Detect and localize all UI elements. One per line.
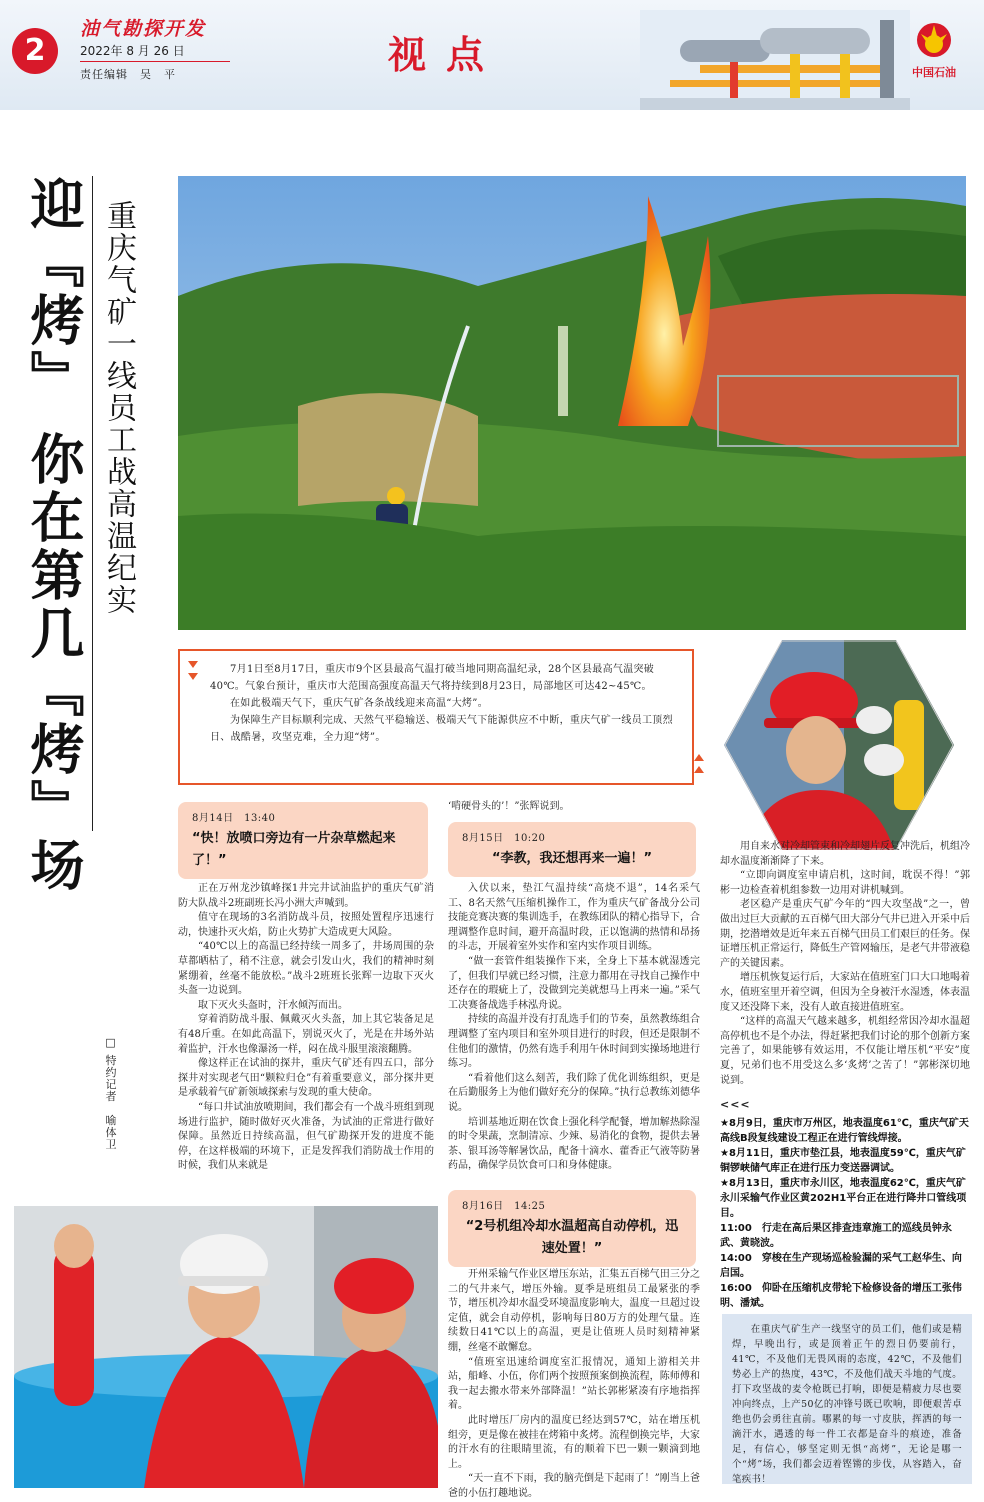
column-1-text	[178, 882, 434, 1174]
section-arrows: <<<	[720, 1098, 751, 1111]
header-divider	[80, 61, 230, 62]
intro-box	[178, 649, 694, 785]
closing-paragraph: 在重庆气矿生产一线坚守的员工们，他们或是精焊，早晚出行，或是顶着正午的烈日仍要前行，41℃，不及他们无畏风雨的态度，42℃，不及他们势必上产的热度，43℃，不及他们战天斗地的气度。打下攻坚战的麦令枪既已打响，即便是精疲力尽也要冲向终点，上产50亿的冲锋号既已吹响，即便艰苦卓绝也仍会勇往直前。哪累的每一寸皮肤，挥洒的每一滴汗水，遇透的每一件工衣都是奋斗的痕迹，准备足，有信心，够坚定则无惧“高烤”，无论是哪一个“烤”场，我们都会迈着铿锵的步伐，从容踏入，奋笔疾书！	[732, 1324, 962, 1485]
workers-celebrating-photo	[14, 1206, 438, 1488]
sub-headline: 重庆气矿一线员工战高温纪实	[101, 200, 136, 616]
page-number-badge: 2	[12, 28, 58, 74]
intro-paragraph: 为保障生产目标顺利完成、天然气平稳输送、极端天气下能源供应不中断，重庆气矿一线员工顶烈日、战酷暑，攻坚克难，全力迎“烤”。	[210, 715, 673, 743]
petrochina-logo-icon	[916, 22, 952, 58]
triangle-up-icon	[694, 754, 704, 761]
tag-headline: “快！放喷口旁边有一片杂草燃起来了！”	[192, 831, 396, 868]
event-item: ★8月11日，重庆市垫江县，地表温度59℃，重庆气矿铜锣峡储气库正在进行压力变送器调试。	[720, 1148, 966, 1174]
body-paragraph: 穿着消防战斗服、佩戴灭火头盔，加上其它装备足足有48斤重。在如此高温下，别说灭火了，光是在井场外站着监护，汗水也像瀑汤一样，闷在战斗服里滚滚翻腾。	[178, 1014, 434, 1055]
event-item: 11:00 行走在高后果区排查违章施工的巡线员钟永武、黄晓波。	[720, 1223, 952, 1249]
petrochina-logo	[906, 22, 962, 82]
column-3-text	[720, 840, 970, 1088]
event-item: 14:00 穿梭在生产现场巡检验漏的采气工赵华生、向启国。	[720, 1253, 962, 1279]
tag-headline: “2号机组冷却水温超高自动停机，迅速处置！”	[465, 1219, 679, 1256]
event-item: ★8月9日，重庆市万州区，地表温度61℃，重庆气矿天高线B段复线建设工程正在进行管线焊接。	[720, 1118, 969, 1144]
column-2-text	[448, 882, 700, 1174]
body-paragraph: “做一套管件组装操作下来，全身上下基本就湿透完了，但我们早就已经习惯，注意力都用在寻找自己操作中还存在的瑕疵上了，没做到完美就想马上再来一遍。”采气工决赛备战选手林泓舟说。	[448, 955, 700, 1011]
triangle-down-icon	[188, 673, 198, 680]
body-paragraph: 此时增压厂房内的温度已经达到57℃，站在增压机组旁，更是像在被挂在烤箱中炙烤。流程倒换完毕，大家的汗水有的往眼睛里流，有的顺着下巴一颗一颗滴到地上。	[448, 1414, 700, 1470]
firefighting-photo	[178, 176, 966, 630]
closing-box	[722, 1314, 972, 1484]
body-paragraph: “看着他们这么刻苦，我们除了优化训练组织，更是在后勤服务上为他们做好充分的保障。”执行总教练刘德华说。	[448, 1072, 700, 1113]
paper-name: 油气勘探开发	[80, 18, 207, 40]
body-paragraph: 正在万州龙沙镇峰探1井完井试油监护的重庆气矿消防大队战斗2班副班长冯小洲大声喊到。	[178, 883, 434, 909]
body-paragraph: 像这样正在试油的探井，重庆气矿还有四五口，部分探井对实现老气田“颗粒归仓”有着重要意义，部分探井更是承载着气矿新领域探索与发现的重大使命。	[178, 1058, 434, 1099]
body-paragraph: 持续的高温并没有打乱选手们的节奏，虽然教练组合理调整了室内项目和室外项目进行的时段，但还是限制不住他们的激情，仍然有选手利用午休时间到实操场地进行练习。	[448, 1014, 700, 1070]
reporter-credit: □ 特约记者 喻体卫	[104, 1036, 117, 1151]
body-paragraph: “这样的高温天气越来越多，机组经常因冷却水温超高停机也不是个办法，得赶紧把我们讨论的那个创新方案完善了，如果能够有效运用，不仅能让增压机“平安”度夏，兄弟们也不用受这么多‘炙烤’之苦了！”郭彬深切地说到。	[720, 1016, 970, 1086]
body-paragraph: 培训基地近期在饮食上强化科学配餐，增加解热除湿的时令果蔬，烹制清凉、少辣、易消化的食物，提供去暑茶、银耳汤等解暑饮品，配备十滴水、藿香正气液等防暑药品，确保学员饮食可口和身体健康。	[448, 1116, 700, 1172]
time-tag-aug14	[178, 802, 428, 879]
body-paragraph: “天一直不下雨，我的脑壳倒是下起雨了！”刚当上爸爸的小伍打趣地说。	[448, 1473, 700, 1499]
main-headline: 迎『烤』 你在第几『烤』场	[22, 176, 86, 895]
triangle-up-icon	[694, 766, 704, 773]
body-paragraph: 老区稳产是重庆气矿今年的“四大攻坚战”之一，曾做出过巨大贡献的五百梯气田大部分气井已进入开采中后期，挖潜增效是近年来五百梯气田员工们艰巨的任务。保证增压机正常运行，降低生产管网输压，是老气井带液稳产的关键因素。	[720, 899, 970, 969]
section-title: 视点	[388, 32, 505, 77]
body-paragraph: ‘啃硬骨头的’！”张辉说到。	[448, 801, 570, 812]
time-tag-aug16	[448, 1190, 696, 1267]
body-paragraph: 用自来水对冷却管束和冷却翅片反复冲洗后，机组冷却水温度渐渐降了下来。	[720, 841, 970, 867]
body-paragraph: 取下灭火头盔时，汗水倾泻而出。	[198, 999, 348, 1011]
event-item: ★8月13日，重庆市永川区，地表温度62℃，重庆气矿永川采输气作业区黄202H1平台正在进行降井口管线项目。	[720, 1178, 967, 1219]
tag-time: 8月14日 13:40	[192, 813, 276, 824]
column-2-lead	[448, 800, 698, 815]
pipeline-illustration	[640, 10, 910, 110]
tag-headline: “李教，我还想再来一遍！”	[491, 851, 653, 866]
body-paragraph: 入伏以来，垫江气温持续“高烧不退”，14名采气工、8名天然气压缩机操作工，作为重庆气矿备战分公司技能竞赛决赛的集训选手，在教练团队的精心指导下，合理调整作息时间，避开高温时段，正以饱满的热情和昂扬的斗志，开展着室外实作和室内实作项目训练。	[448, 883, 700, 953]
body-paragraph: “40℃以上的高温已经持续一周多了，井场周围的杂草都晒枯了，稍不注意，就会引发山火，我们的精神时刻紧绷着，丝毫不能放松。”战斗2班班长张辉一边取下灭火头盔一边说到。	[178, 941, 434, 997]
body-paragraph: 增压机恢复运行后，大家站在值班室门口大口地喝着水，值班室里开着空调，但因为全身被汗水湿透，体表温度又还没降下来，没有人敢直接进值班室。	[720, 972, 970, 1013]
body-paragraph: “值班室迅速给调度室汇报情况，通知上游相关井站，船峰、小伍，你们两个按照预案倒换流程，陈师傅和我一起去搬水带来外部降温！”站长郭彬紧凑有序地指挥着。	[448, 1356, 700, 1412]
publication-date: 2022年 8 月 26 日	[80, 44, 185, 58]
body-paragraph: “每口井试油放喷期间，我们都会有一个战斗班组到现场进行监护，随时做好灭火准备，为试油的正常进行做好保障。虽然近日持续高温，但气矿勘探开发的进度不能停，在这样极端的环境下，正是发挥我们消防战士作用的时候，我们从来就是	[178, 1101, 434, 1172]
tag-time: 8月16日 14:25	[462, 1201, 546, 1212]
headline-divider	[92, 176, 93, 831]
event-item: 16:00 仰卧在压缩机皮带轮下检修设备的增压工张伟明、潘斌。	[720, 1283, 962, 1309]
intro-paragraph: 7月1日至8月17日，重庆市9个区县最高气温打破当地同期高温纪录，28个区县最高气温突破40℃。气象台预计，重庆市大范围高强度高温天气将持续到8月23日，局部地区可达42~45℃。	[210, 664, 655, 692]
tag-time: 8月15日 10:20	[462, 833, 546, 844]
photo-events-list	[720, 1116, 970, 1311]
body-paragraph: 值守在现场的3名消防战斗员，按照处置程序迅速行动，快速扑灭火焰，防止火势扩大造成更大风险。	[178, 912, 434, 938]
page-header	[0, 0, 984, 110]
editor-credit: 责任编辑 吴 平	[80, 68, 176, 81]
worker-hexagon-photo	[724, 640, 954, 850]
time-tag-aug15	[448, 822, 696, 877]
body-paragraph: 开州采输气作业区增压东站，汇集五百梯气田三分之二的气井来气，增压外输。夏季是班组员工最紧张的季节，增压机冷却水温受环境温度影响大，温度一旦超过设定值，就会自动停机，影响每日80万方的处理气量。连续数日41℃以上的高温，更是让值班人员时刻精神紧绷，丝毫不敢懈怠。	[448, 1269, 700, 1353]
intro-paragraph: 在如此极端天气下，重庆气矿各条战线迎来高温“大烤”。	[230, 698, 489, 709]
column-2-text-lower	[448, 1268, 700, 1502]
triangle-down-icon	[188, 661, 198, 668]
body-paragraph: “立即向调度室申请启机，这时间，耽误不得！”郭彬一边检查着机组参数一边用对讲机喊到。	[720, 870, 970, 896]
logo-text: 中国石油	[912, 66, 956, 79]
